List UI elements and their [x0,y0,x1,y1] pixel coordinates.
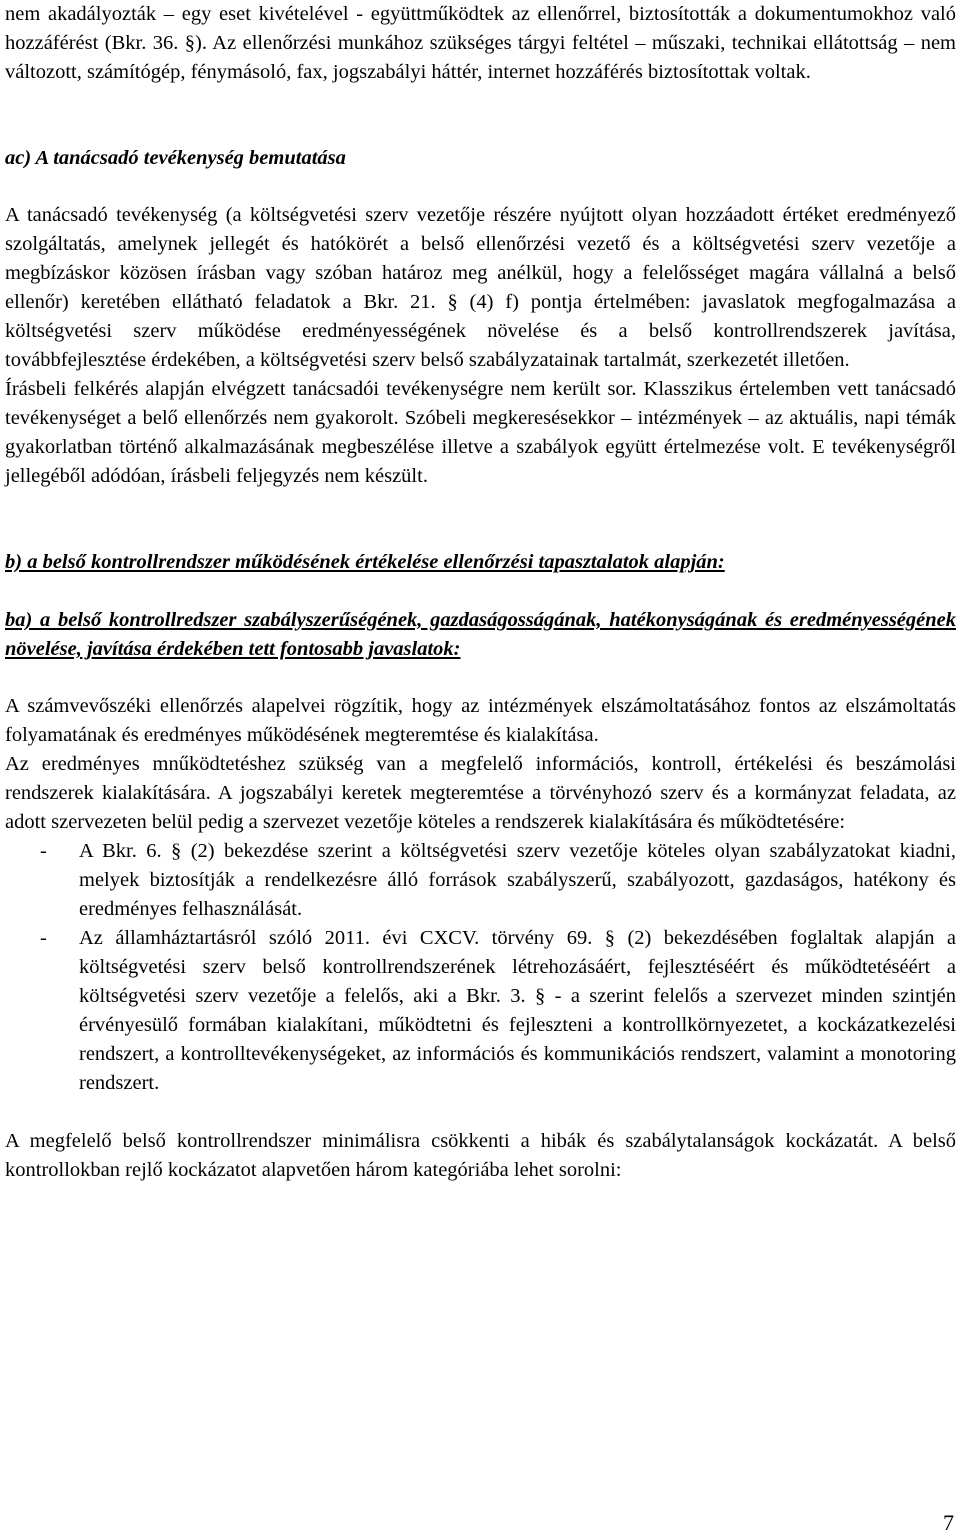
list-bullet: - [40,840,47,862]
section-ba-paragraph-2: Az eredményes mnűködtetéshez szükség van a megfelelő információs, kontroll, értékelési és beszámolási rendszerek kialakítására. A jogszabályi keretek megteremtése a törvényhozó szerv és a kormányzat feladata, az adott szervezeten belül pedig a szervezet vezetője köteles a rendszerek kialakítására és működtetésére: [5,753,956,833]
dash-list [5,837,956,1098]
continuation-paragraph: nem akadályozták – egy eset kivételével - együttműködtek az ellenőrrel, biztosították a dokumentumokhoz való hozzáférést (Bkr. 36. §). Az ellenőrzési munkához szükséges tárgyi feltétel – műszaki, technikai ellátottság – nem változott, számítógép, fénymásoló, fax, jogszabályi háttér, internet hozzáférés biztosítottak voltak. [5,3,956,83]
list-bullet: - [40,927,47,949]
section-ac-heading: ac) A tanácsadó tevékenység bemutatása [5,147,346,169]
list-item-text: Az államháztartásról szóló 2011. évi CXCV. törvény 69. § (2) bekezdésében foglaltak alapján a költségvetési szerv belső kontrollrendszerének létrehozásáért, fejlesztéséért és működtetéséért a költségvetési szerv vezetője a felelős, aki a Bkr. 3. § - a szerint felelős a szervezet minden szintjén érvényesülő formában kialakítani, működtetni és fejleszteni a kontrollkörnyezetet, a kockázatkezelési rendszert, a kontrolltevékenységeket, az információs és kommunikációs rendszert, valamint a monotoring rendszert. [79,927,956,1094]
page-number: 7 [943,1510,954,1535]
section-ba-paragraph-3: A megfelelő belső kontrollrendszer minimálisra csökkenti a hibák és szabálytalanságok kockázatát. A belső kontrollokban rejlő kockázatot alapvetően három kategóriába lehet sorolni: [5,1130,956,1181]
document-page [5,0,956,1185]
section-ba-paragraph-1: A számvevőszéki ellenőrzés alapelvei rögzítik, hogy az intézmények elszámoltatásához fontos az elszámoltatás folyamatának és eredményes működésének megteremtése és kialakítása. [5,695,956,746]
list-item [5,924,956,1098]
list-item [5,837,956,924]
list-item-text: A Bkr. 6. § (2) bekezdése szerint a költségvetési szerv vezetője köteles olyan szabályzatokat kiadni, melyek biztosítják a rendelkezésre álló források szabályszerű, szabályozott, gazdaságos, hatékony és eredményes felhasználását. [79,840,956,920]
section-b-heading: b) a belső kontrollrendszer működésének értékelése ellenőrzési tapasztalatok alapján: [5,551,725,573]
section-ba-heading: ba) a belső kontrollredszer szabályszerűségének, gazdaságosságának, hatékonyságának és eredményességének növelése, javítása érdekében tett fontosabb javaslatok: [5,609,956,660]
section-ac-paragraph-2: Írásbeli felkérés alapján elvégzett tanácsadói tevékenységre nem került sor. Klasszikus értelemben vett tanácsadó tevékenységet a belő ellenőrzés nem gyakorolt. Szóbeli megkeresésekkor – intézmények – az aktuális, napi témák gyakorlatban történő alkalmazásának megbeszélése illetve a szabályok együtt értelmezése volt. E tevékenységről jellegéből adódóan, írásbeli feljegyzés nem készült. [5,378,956,487]
section-ac-paragraph-1: A tanácsadó tevékenység (a költségvetési szerv vezetője részére nyújtott olyan hozzáadott értéket eredményező szolgáltatás, amelynek jellegét és hatókörét a belső ellenőrzési vezető és a költségvetési szerv vezetője a megbízáskor közösen írásban vagy szóban határoz meg anélkül, hogy a felelősséget magára vállalná a belső ellenőr) keretében ellátható feladatok a Bkr. 21. § (4) f) pontja értelmében: javaslatok megfogalmazása a költségvetési szerv működése eredményességének növelése és a belső kontrollrendszerek javítása, továbbfejlesztése érdekében, a költségvetési szerv belső szabályzatainak tartalmát, szerkezetét illetően. [5,204,956,371]
